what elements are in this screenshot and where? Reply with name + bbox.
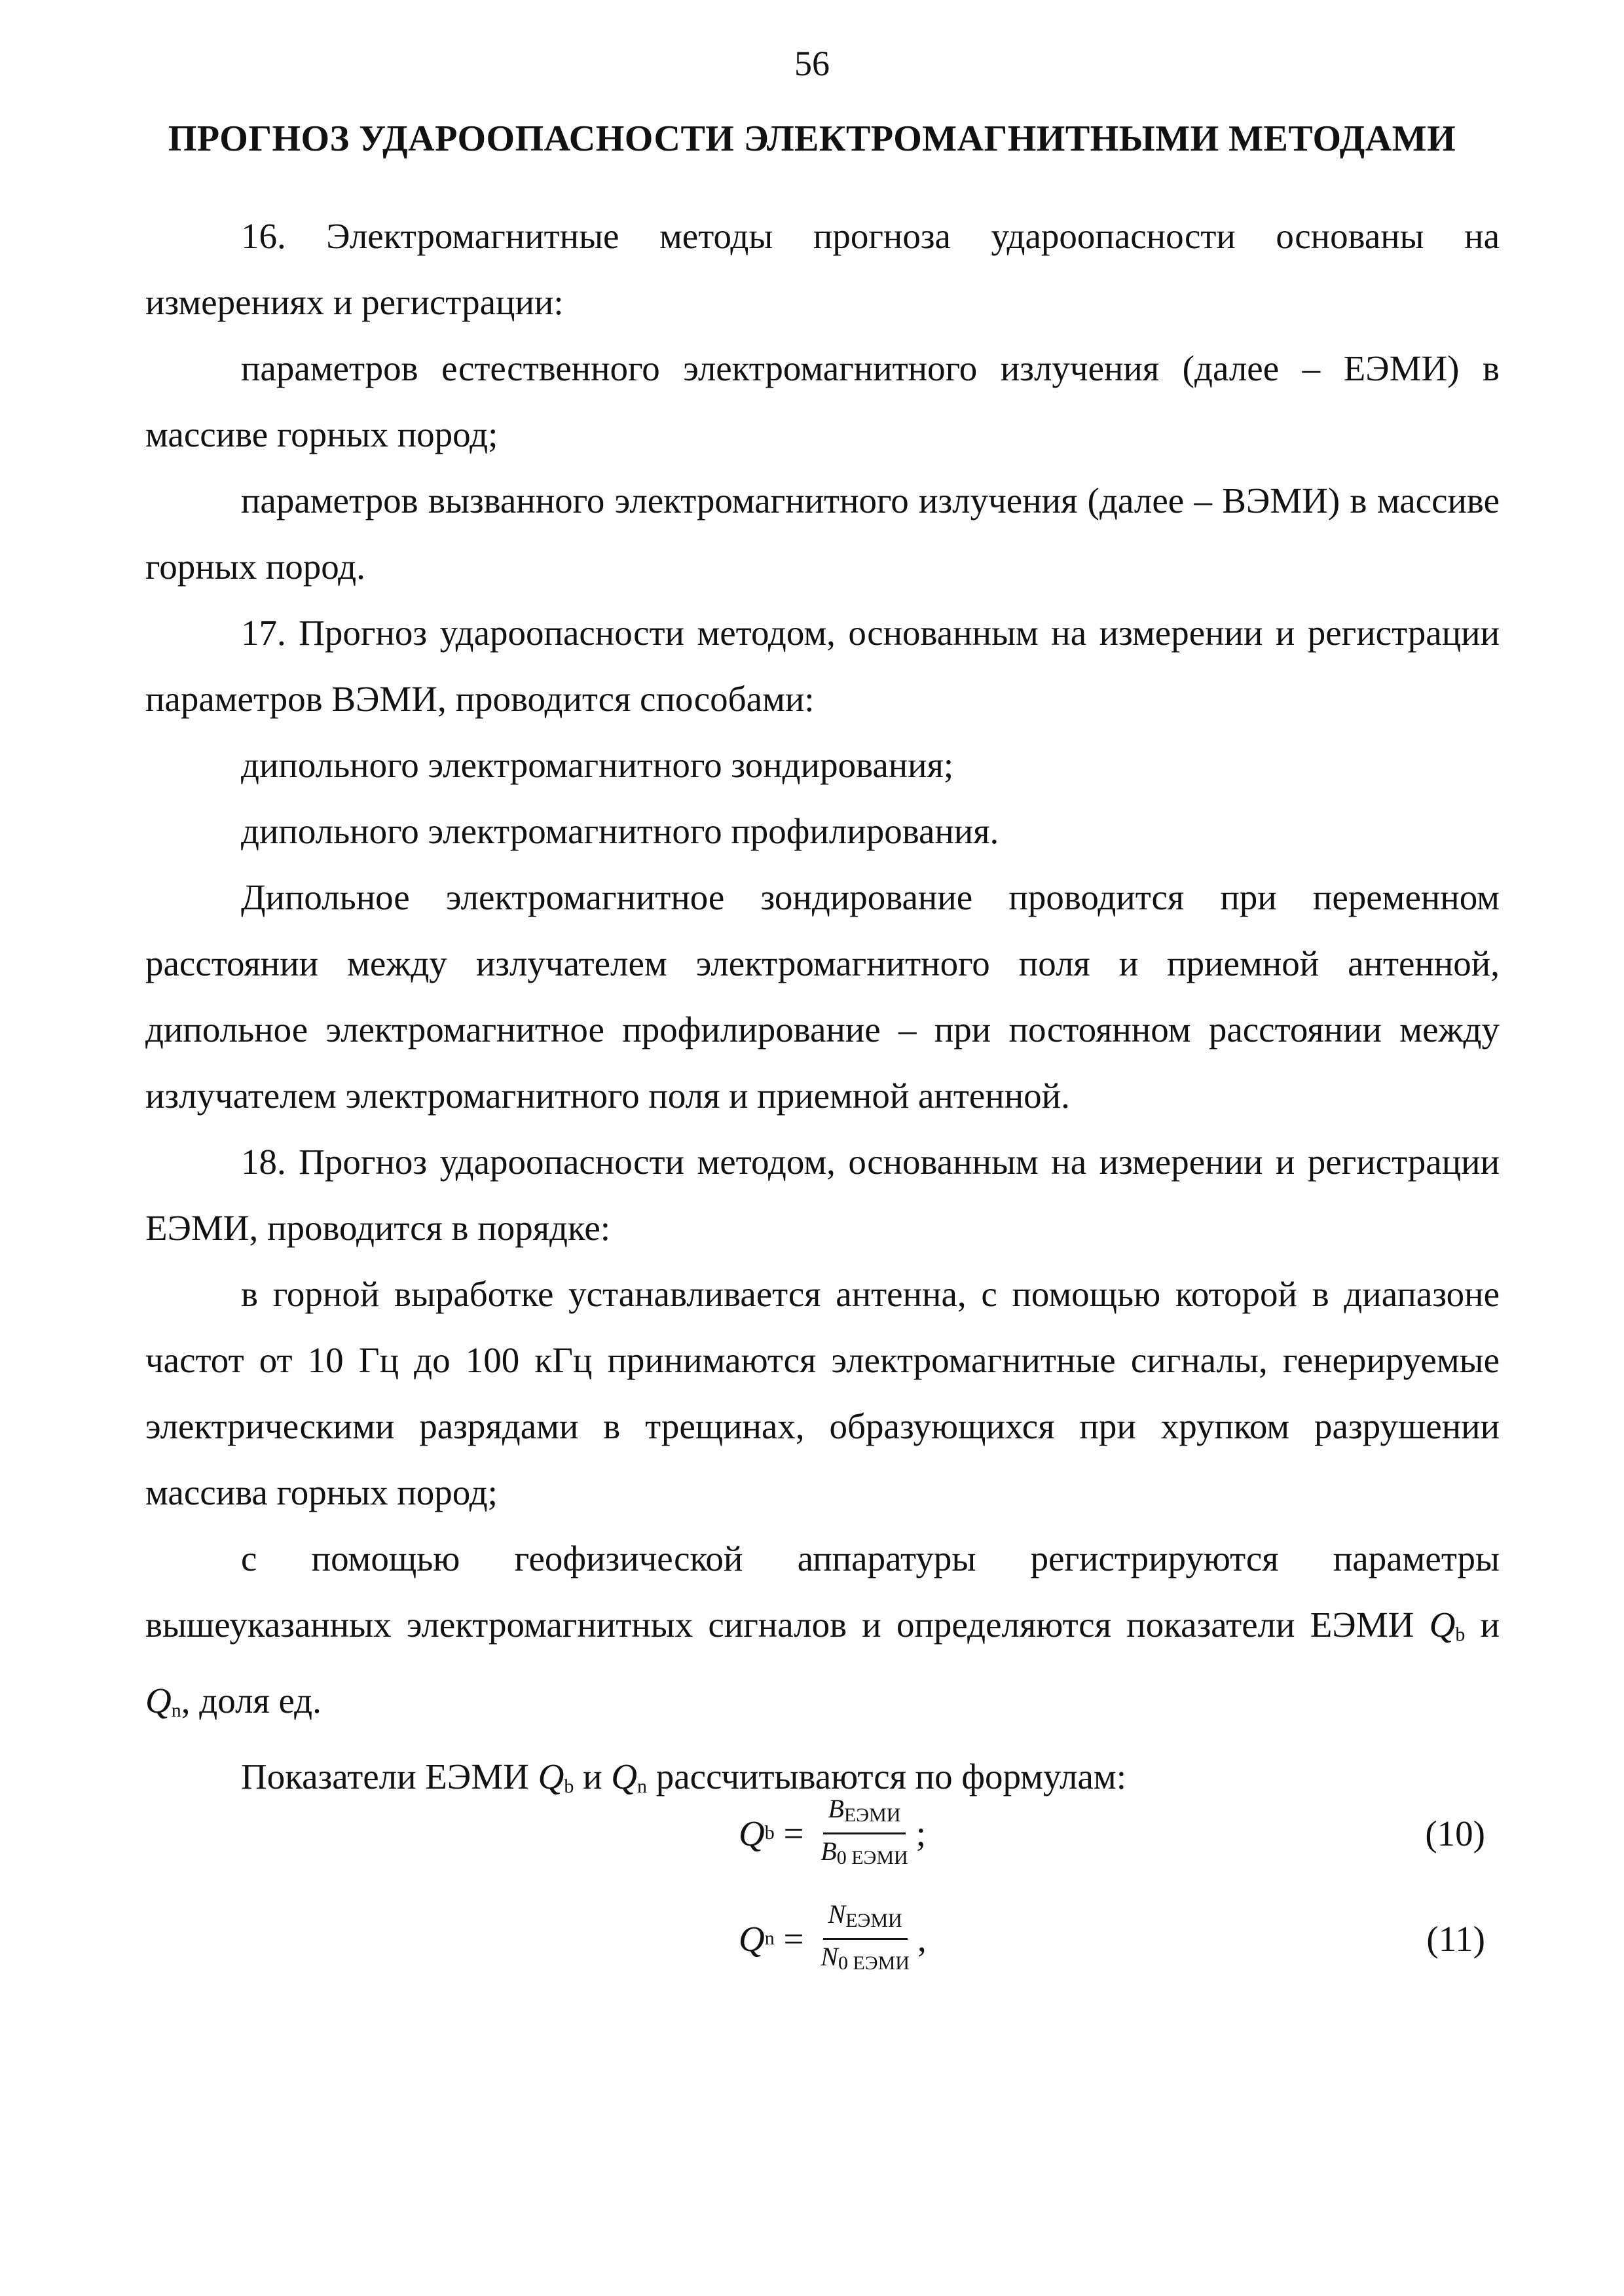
- formula-lhs-subscript: n: [764, 1927, 775, 1949]
- symbol-b: b: [1455, 1624, 1466, 1645]
- paragraph-17: 17. Прогноз удароопасности методом, основанным на измерении и регистрации параметров ВЭМИ, проводится способами:: [145, 613, 1500, 719]
- denominator-symbol: B: [821, 1836, 837, 1866]
- paragraph-18-intro-tail: рассчитываются по формулам:: [655, 1757, 1126, 1796]
- paragraph-18-intro-text: Показатели ЕЭМИ: [241, 1757, 529, 1796]
- symbol-n: n: [637, 1776, 647, 1797]
- fraction: [815, 1897, 915, 1980]
- paragraph-18-item-2-text: с помощью геофизической аппаратуры регистрируются параметры вышеуказанных электромагнитных сигналов и определяются показатели ЕЭМИ: [145, 1539, 1500, 1645]
- conjunction-and: и: [583, 1757, 602, 1796]
- paragraph-17-item-1: дипольного электромагнитного зондирования;: [241, 745, 954, 785]
- page-number: 56: [794, 44, 830, 83]
- equation-number: (10): [1425, 1813, 1485, 1853]
- formula-punctuation: ,: [917, 1918, 927, 1959]
- formula-lhs: Q: [739, 1918, 765, 1959]
- numerator-symbol: B: [828, 1793, 844, 1823]
- fraction: [815, 1792, 913, 1875]
- numerator-symbol: N: [828, 1899, 846, 1929]
- formula-11-expression: [739, 1889, 927, 1988]
- equation-number: (11): [1426, 1918, 1485, 1959]
- document-body: [145, 203, 1500, 1819]
- paragraph-18: 18. Прогноз удароопасности методом, основанным на измерении и регистрации ЕЭМИ, проводится в порядке:: [145, 1142, 1500, 1248]
- formula-11: [0, 1889, 1624, 1988]
- numerator-subscript: ЕЭМИ: [845, 1909, 902, 1931]
- denominator-subscript: 0 ЕЭМИ: [838, 1952, 910, 1974]
- formula-10-expression: [739, 1784, 926, 1882]
- symbol-b: b: [564, 1776, 574, 1797]
- paragraph-18-item-1: в горной выработке устанавливается антенна, с помощью которой в диапазоне частот от 10 Гц до 100 кГц принимаются электромагнитные сигналы, генерируемые электрическими разрядами в трещинах, образующихся при хрупком разрушении массива горных пород;: [145, 1274, 1500, 1512]
- section-heading: ПРОГНОЗ УДАРООПАСНОСТИ ЭЛЕКТРОМАГНИТНЫМИ МЕТОДАМИ: [168, 118, 1456, 159]
- equals-sign: =: [774, 1813, 813, 1853]
- equals-sign: =: [774, 1918, 813, 1959]
- formula-lhs: Q: [739, 1813, 765, 1853]
- fraction-denominator: [815, 1940, 915, 1980]
- fraction-denominator: [815, 1834, 913, 1875]
- symbol-q: Q: [1429, 1605, 1456, 1645]
- paragraph-17-description: Дипольное электромагнитное зондирование проводится при переменном расстоянии между излучателем электромагнитного поля и приемной антенной, дипольное электромагнитное профилирование – при постоянном расстоянии между излучателем электромагнитного поля и приемной антенной.: [145, 877, 1500, 1116]
- formula-10: [0, 1784, 1624, 1882]
- paragraph-18-item-2: [145, 1525, 1500, 1743]
- paragraph-17-item-2: дипольного электромагнитного профилирования.: [241, 811, 999, 851]
- symbol-q: Q: [611, 1757, 637, 1796]
- numerator-subscript: ЕЭМИ: [843, 1804, 901, 1826]
- paragraph-16-item-1: параметров естественного электромагнитного излучения (далее – ЕЭМИ) в массиве горных пород;: [145, 348, 1500, 454]
- paragraph-16: 16. Электромагнитные методы прогноза удароопасности основаны на измерениях и регистрации:: [145, 216, 1500, 322]
- fraction-numerator: [823, 1897, 908, 1940]
- formula-punctuation: ;: [915, 1813, 926, 1853]
- fraction-numerator: [823, 1792, 906, 1834]
- formula-lhs-subscript: b: [764, 1822, 775, 1844]
- paragraph-18-item-2-tail: , доля ед.: [181, 1681, 322, 1721]
- conjunction-and: и: [1480, 1605, 1500, 1645]
- paragraph-16-item-2: параметров вызванного электромагнитного излучения (далее – ВЭМИ) в массиве горных пород.: [145, 481, 1500, 587]
- denominator-subscript: 0 ЕЭМИ: [836, 1846, 908, 1868]
- symbol-q: Q: [538, 1757, 564, 1796]
- symbol-q: Q: [145, 1681, 172, 1721]
- denominator-symbol: N: [821, 1941, 838, 1971]
- symbol-n: n: [171, 1700, 181, 1721]
